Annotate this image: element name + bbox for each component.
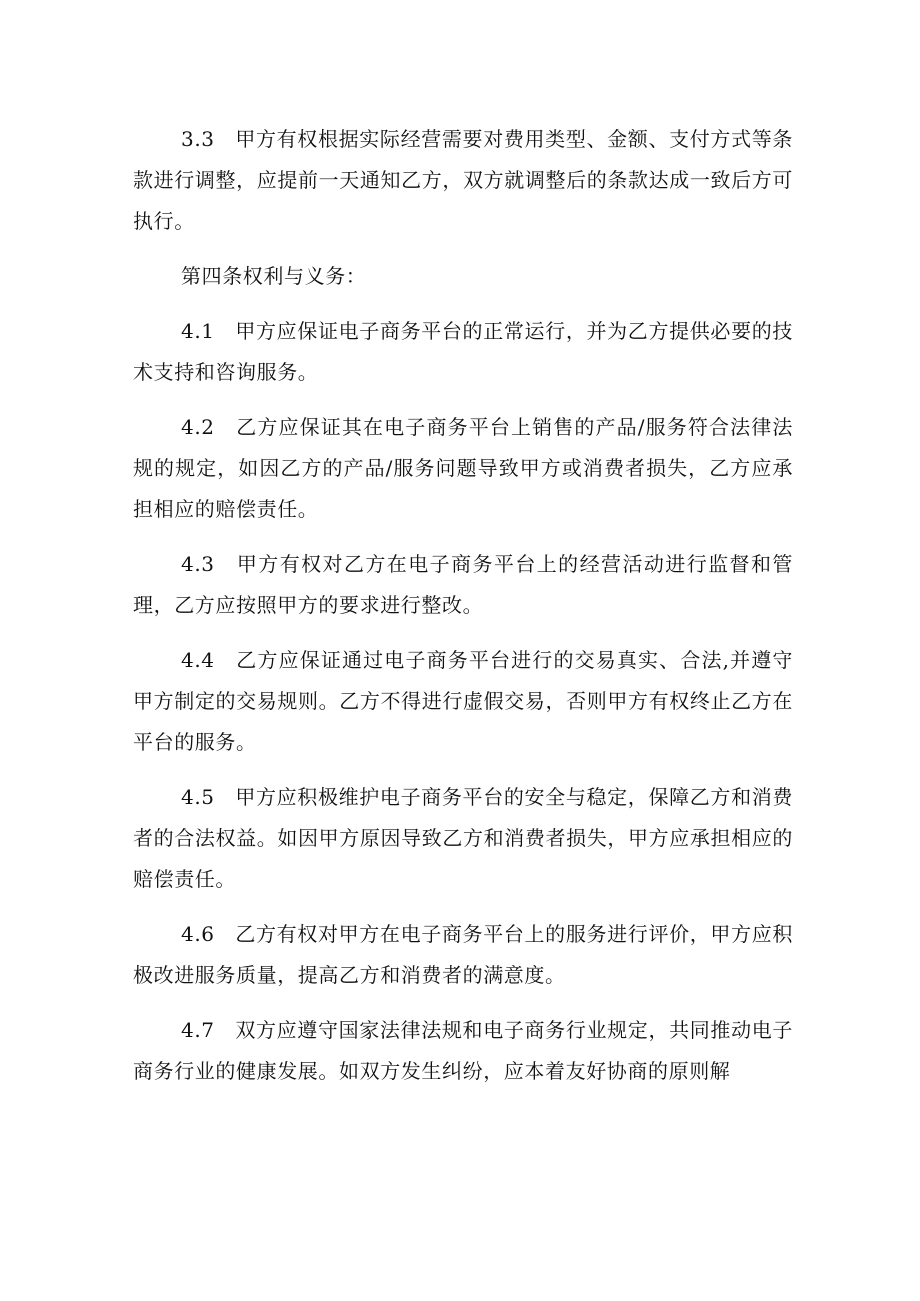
document-body	[133, 119, 793, 1106]
article-4-heading: 第四条权利与义务：	[181, 264, 367, 288]
clause-4-4: 4.4 乙方应保证通过电子商务平台进行的交易真实、合法,并遵守甲方制定的交易规则。乙方不得进行虚假交易，否则甲方有权终止乙方在平台的服务。	[133, 648, 793, 754]
clause-3-3: 3.3 甲方有权根据实际经营需要对费用类型、金额、支付方式等条款进行调整，应提前一天通知乙方，双方就调整后的条款达成一致后方可执行。	[133, 127, 793, 233]
clause-4-7: 4.7 双方应遵守国家法律法规和电子商务行业规定，共同推动电子商务行业的健康发展。如双方发生纠纷，应本着友好协商的原则解	[133, 1018, 793, 1083]
clause-4-5: 4.5 甲方应积极维护电子商务平台的安全与稳定，保障乙方和消费者的合法权益。如因甲方原因导致乙方和消费者损失，甲方应承担相应的赔偿责任。	[133, 785, 793, 891]
clause-4-2: 4.2 乙方应保证其在电子商务平台上销售的产品/服务符合法律法规的规定，如因乙方的产品/服务问题导致甲方或消费者损失，乙方应承担相应的赔偿责任。	[133, 415, 793, 521]
clause-4-6: 4.6 乙方有权对甲方在电子商务平台上的服务进行评价，甲方应积极改进服务质量，提高乙方和消费者的满意度。	[133, 922, 793, 987]
clause-4-3: 4.3 甲方有权对乙方在电子商务平台上的经营活动进行监督和管理，乙方应按照甲方的要求进行整改。	[133, 552, 793, 617]
clause-4-1: 4.1 甲方应保证电子商务平台的正常运行，并为乙方提供必要的技术支持和咨询服务。	[133, 319, 793, 384]
